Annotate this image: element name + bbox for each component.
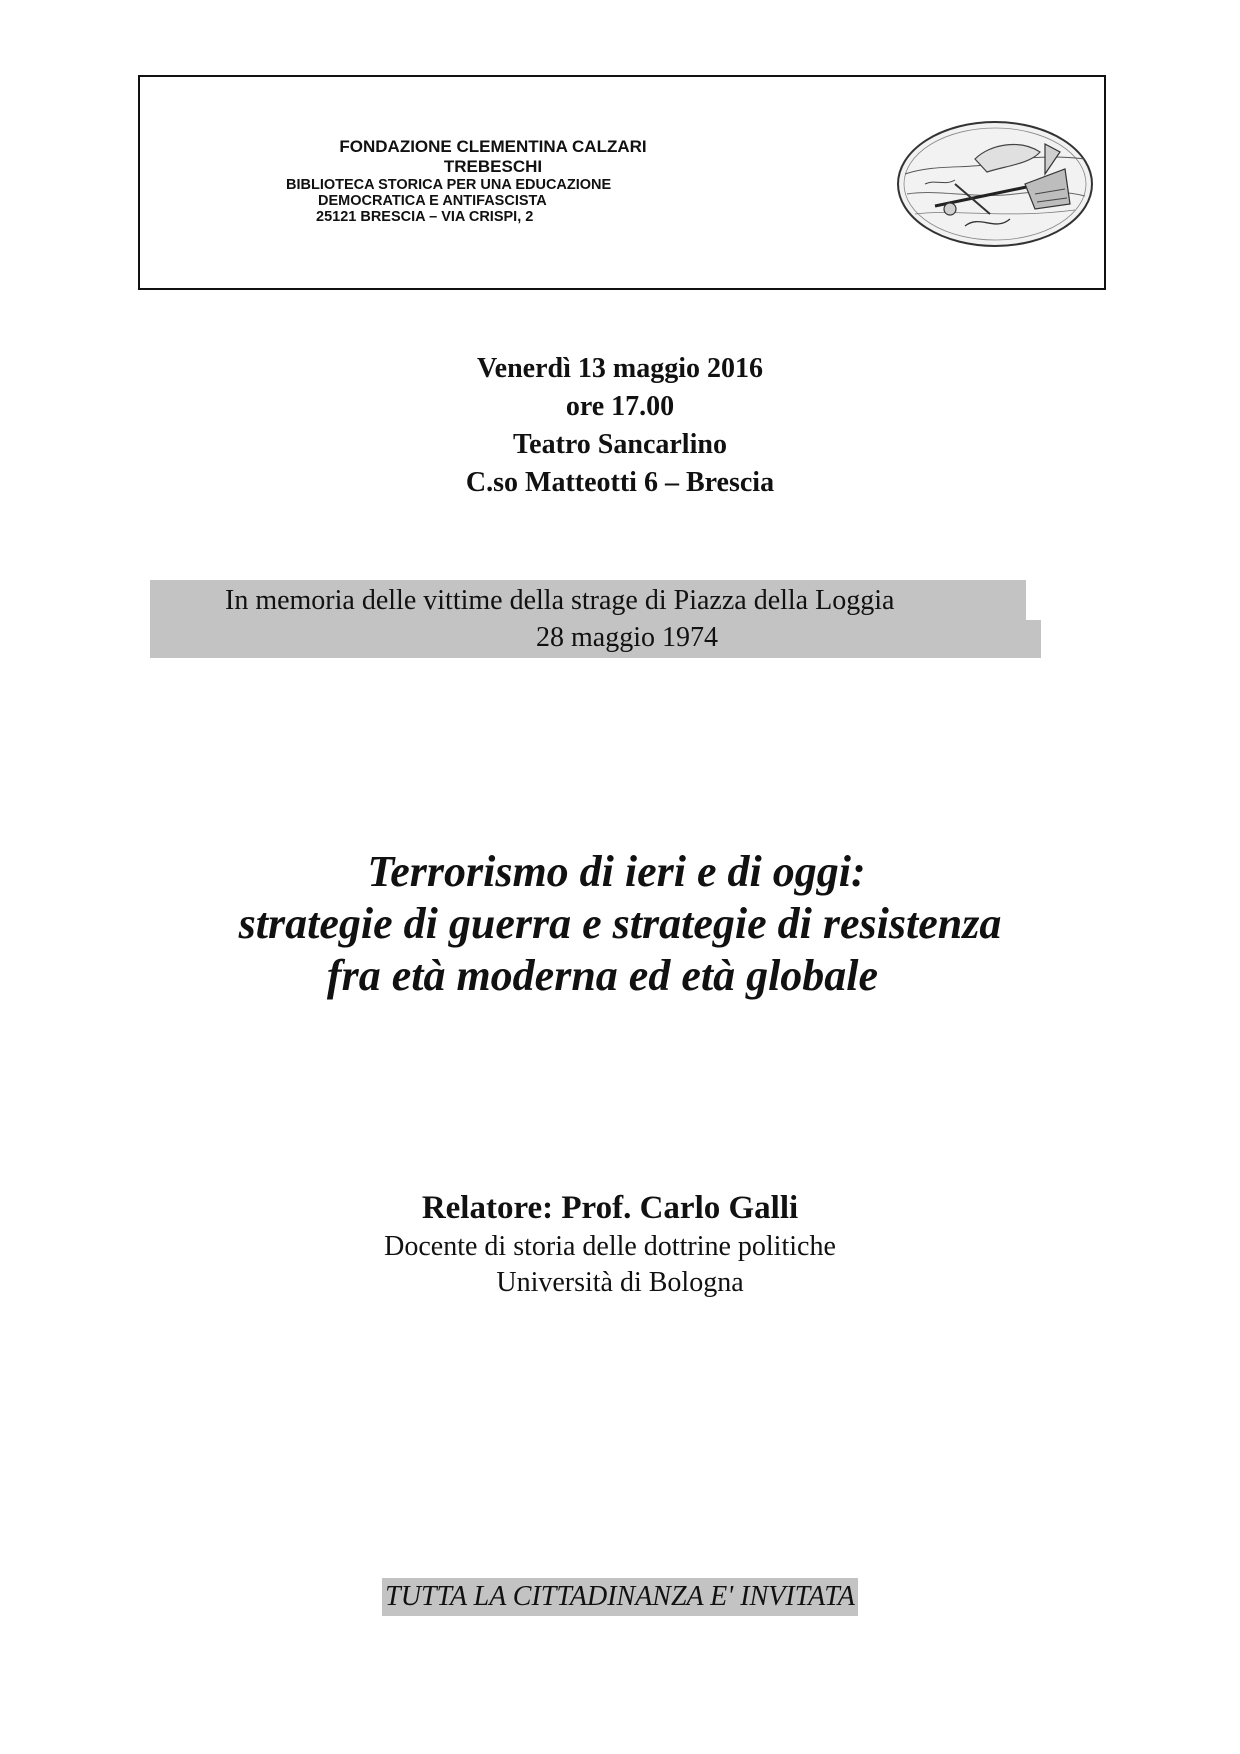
event-date: Venerdì 13 maggio 2016 xyxy=(477,353,763,384)
speaker-role: Docente di storia delle dottrine politiche xyxy=(384,1231,836,1262)
org-name-line2: TREBESCHI xyxy=(443,157,543,176)
event-venue: Teatro Sancarlino xyxy=(513,429,727,460)
org-subtitle-line1: BIBLIOTECA STORICA PER UNA EDUCAZIONE xyxy=(286,177,612,193)
event-details xyxy=(0,350,1240,502)
memorial-date: 28 maggio 1974 xyxy=(536,622,718,653)
org-subtitle-line2: DEMOCRATICA E ANTIFASCISTA xyxy=(318,193,547,209)
invitation-block xyxy=(0,1578,1240,1616)
title-line3: fra età moderna ed età globale xyxy=(326,951,879,1000)
speaker-affiliation: Università di Bologna xyxy=(496,1267,744,1298)
org-name-line1: FONDAZIONE CLEMENTINA CALZARI xyxy=(339,137,647,156)
invitation-text: TUTTA LA CITTADINANZA E' INVITATA xyxy=(382,1578,858,1616)
lecture-title xyxy=(0,846,1240,1002)
speaker-name: Relatore: Prof. Carlo Galli xyxy=(421,1190,799,1226)
event-time: ore 17.00 xyxy=(565,391,675,422)
title-line2: strategie di guerra e strategie di resistenza xyxy=(238,899,1002,948)
org-address: 25121 BRESCIA – VIA CRISPI, 2 xyxy=(316,209,534,225)
memorial-dedication xyxy=(0,582,1240,656)
organization-block xyxy=(278,137,708,225)
title-line1: Terrorismo di ieri e di oggi: xyxy=(367,847,866,896)
speaker-block xyxy=(0,1187,1240,1301)
event-address: C.so Matteotti 6 – Brescia xyxy=(465,467,775,498)
memorial-line1: In memoria delle vittime della strage di Piazza della Loggia xyxy=(225,585,895,616)
plough-emblem-icon xyxy=(895,114,1095,254)
header-box xyxy=(138,75,1106,290)
